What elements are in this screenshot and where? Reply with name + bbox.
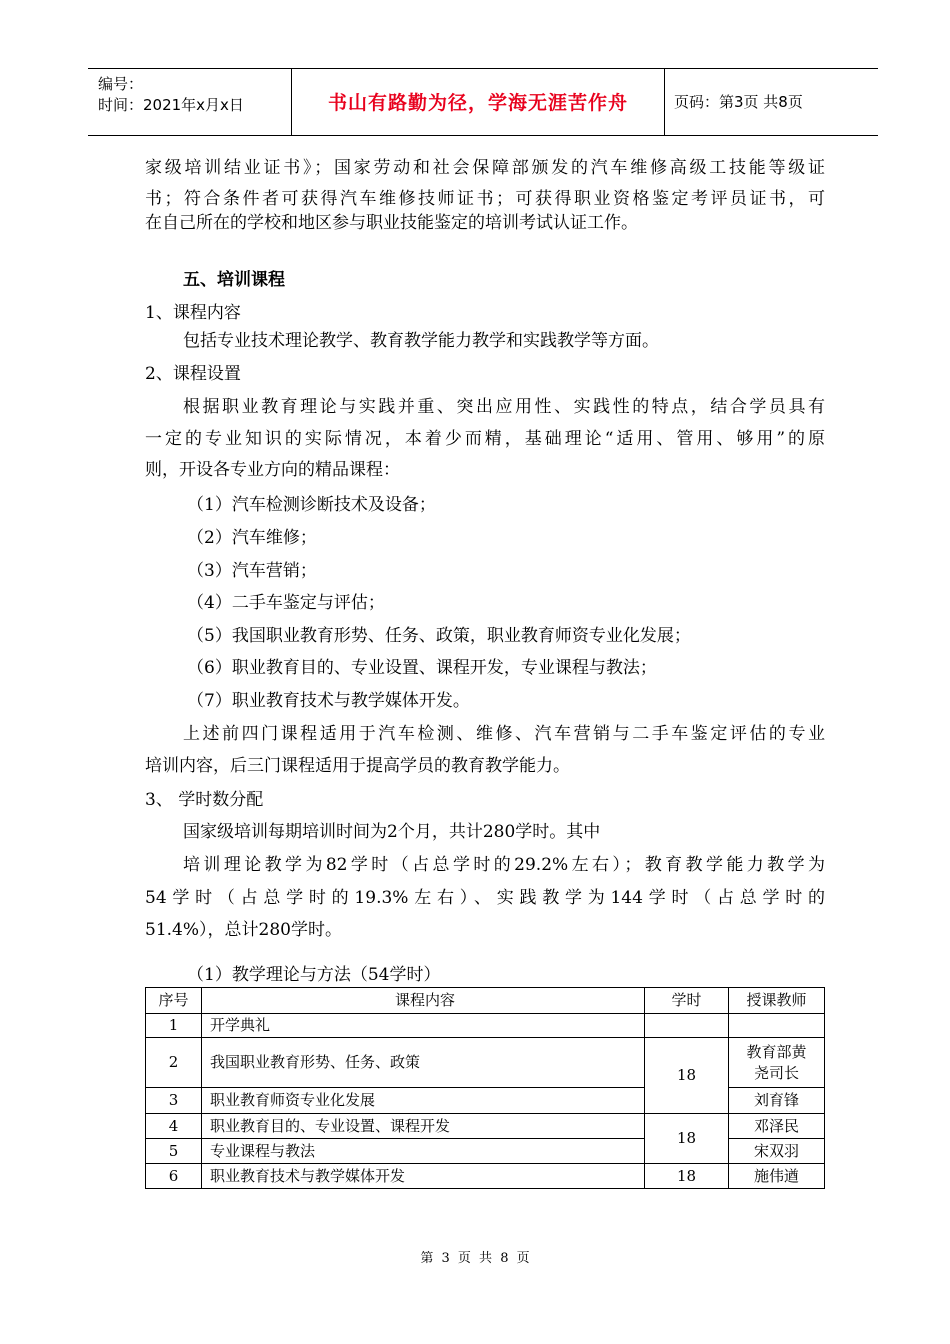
course-teacher: 刘育锋 xyxy=(729,1088,825,1114)
subsection-title: 3、 学时数分配 xyxy=(145,790,264,810)
course-hours: 18 xyxy=(645,1038,729,1114)
header-bottom-rule xyxy=(88,135,878,136)
table-row xyxy=(146,1114,825,1139)
course-teacher: 施伟遒 xyxy=(729,1164,825,1189)
row-number: 2 xyxy=(146,1038,202,1088)
course-item: （5）我国职业教育形势、任务、政策，职业教育师资专业化发展； xyxy=(187,626,691,646)
table-header-row xyxy=(146,988,825,1014)
header-top-rule xyxy=(88,68,878,69)
paragraph-line: 一定的专业知识的实际情况，本着少而精，基础理论“适用、管用、够用”的原 xyxy=(145,429,825,449)
course-hours: 18 xyxy=(645,1114,729,1164)
course-content: 专业课程与教法 xyxy=(202,1139,645,1164)
paragraph-line: 51.4%），总计280学时。 xyxy=(145,920,342,940)
subsection-title: 2、课程设置 xyxy=(145,364,241,384)
course-content: 开学典礼 xyxy=(202,1014,645,1038)
paragraph-line: 国家级培训每期培训时间为2个月，共计280学时。其中 xyxy=(183,822,601,842)
paragraph-line: 包括专业技术理论教学、教育教学能力教学和实践教学等方面。 xyxy=(183,331,659,351)
course-item: （2）汽车维修； xyxy=(187,528,317,548)
row-number: 6 xyxy=(146,1164,202,1189)
paragraph-line: 培训理论教学为82学时（占总学时的29.2%左右）；教育教学能力教学为 xyxy=(183,855,825,875)
paragraph-line: 家级培训结业证书》；国家劳动和社会保障部颁发的汽车维修高级工技能等级证 xyxy=(145,158,825,178)
course-content: 职业教育师资专业化发展 xyxy=(202,1088,645,1114)
table-row xyxy=(146,1014,825,1038)
course-item: （4）二手车鉴定与评估； xyxy=(187,593,385,613)
subsection-title: 1、课程内容 xyxy=(145,303,241,323)
table-caption: （1）教学理论与方法（54学时） xyxy=(187,965,441,985)
header-page-number: 页码：第3页 共8页 xyxy=(674,93,803,111)
row-number: 1 xyxy=(146,1014,202,1038)
document-time-label: 时间：2021年x月x日 xyxy=(98,96,244,114)
course-hours: 18 xyxy=(645,1164,729,1189)
paragraph-line: 则，开设各专业方向的精品课程： xyxy=(145,460,400,480)
row-number: 3 xyxy=(146,1088,202,1114)
course-teacher: 宋双羽 xyxy=(729,1139,825,1164)
course-table xyxy=(145,987,825,1189)
header-motto: 书山有路勤为径，学海无涯苦作舟 xyxy=(327,92,628,114)
paragraph-line: 书；符合条件者可获得汽车维修技师证书；可获得职业资格鉴定考评员证书，可 xyxy=(145,189,825,209)
course-hours xyxy=(645,1014,729,1038)
course-teacher: 邓泽民 xyxy=(729,1114,825,1139)
column-header: 学时 xyxy=(645,988,729,1014)
row-number: 5 xyxy=(146,1139,202,1164)
course-content: 职业教育技术与教学媒体开发 xyxy=(202,1164,645,1189)
row-number: 4 xyxy=(146,1114,202,1139)
column-header: 课程内容 xyxy=(202,988,645,1014)
paragraph-line: 培训内容，后三门课程适用于提高学员的教育教学能力。 xyxy=(145,756,570,776)
paragraph-line: 在自己所在的学校和地区参与职业技能鉴定的培训考试认证工作。 xyxy=(145,213,638,233)
course-teacher xyxy=(729,1014,825,1038)
column-header: 序号 xyxy=(146,988,202,1014)
course-item: （6）职业教育目的、专业设置、课程开发，专业课程与教法； xyxy=(187,658,657,678)
section-title: 五、培训课程 xyxy=(183,270,285,290)
paragraph-line: 根据职业教育理论与实践并重、突出应用性、实践性的特点，结合学员具有 xyxy=(183,397,825,417)
course-item: （3）汽车营销； xyxy=(187,561,317,581)
table-row xyxy=(146,1164,825,1189)
table-row xyxy=(146,1038,825,1088)
course-content: 职业教育目的、专业设置、课程开发 xyxy=(202,1114,645,1139)
page-footer: 第 3 页 共 8 页 xyxy=(420,1251,530,1266)
course-item: （7）职业教育技术与教学媒体开发。 xyxy=(187,691,470,711)
document-number-label: 编号： xyxy=(98,75,144,93)
header-divider xyxy=(664,68,665,135)
course-content: 我国职业教育形势、任务、政策 xyxy=(202,1038,645,1088)
paragraph-line: 上述前四门课程适用于汽车检测、维修、汽车营销与二手车鉴定评估的专业 xyxy=(183,724,825,744)
header-meta xyxy=(98,74,244,116)
paragraph-line: 54学时（占总学时的19.3%左右）、实践教学为144学时（占总学时的 xyxy=(145,888,825,908)
course-teacher: 教育部黄尧司长 xyxy=(729,1038,825,1088)
course-item: （1）汽车检测诊断技术及设备； xyxy=(187,495,436,515)
column-header: 授课教师 xyxy=(729,988,825,1014)
